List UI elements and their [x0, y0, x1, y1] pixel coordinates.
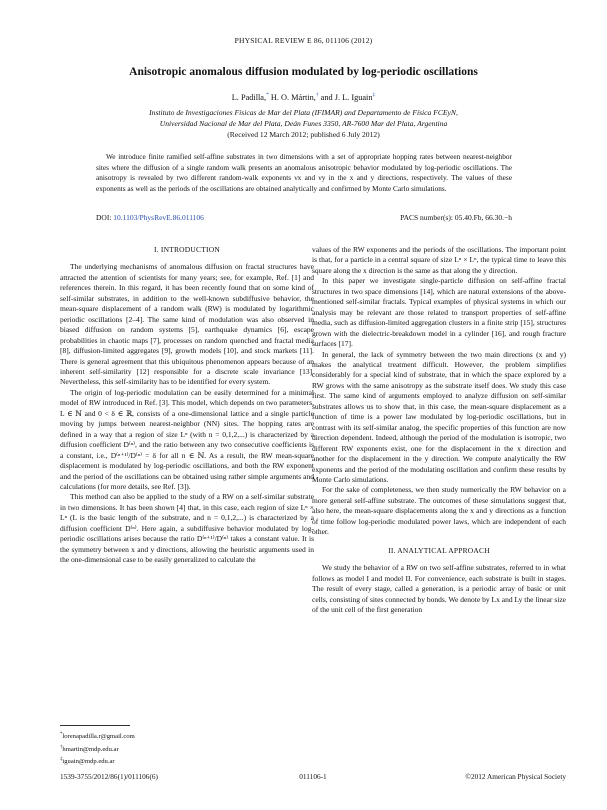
section-heading: I. INTRODUCTION	[154, 245, 220, 254]
paper-title: Anisotropic anomalous diffusion modulated by log-periodic oscillations	[129, 66, 478, 78]
author-footnote-mark[interactable]: †	[315, 92, 319, 98]
paragraph: In this paper we investigate single-particle diffusion on self-affine fractal structures in two space dimensions [14], which are natural extensions of the above-mentioned self-similar fractals. Typical examples of physical systems in which our analysis may be relevant are those related to transport properties of self-affine media, such as diffusion-limited aggregation clusters in a finite strip [15], structures grown with the dielectric-breakdown model in a cylinder [16], and rough fracture surfaces [17].	[312, 276, 566, 349]
copyright: ©2012 American Physical Society	[465, 772, 566, 781]
left-column	[60, 245, 314, 566]
doi-label: DOI:	[96, 213, 114, 222]
paragraph: In general, the lack of symmetry between the two main directions (x and y) makes the analytical treatment difficult. However, the problem simplifies considerably for a special kind of substrate, that in which the space explored by a RW grows with the same anisotropy as the substrate itself does. We study this case first. The same kind of arguments employed to analyze diffusion on self-similar substrates allows us to show that, in this case, the mean-square displacement as a function of time is a power law modulated by log-periodic oscillations, but in contrast with its self-similar analog, the specific properties of this function are now direction dependent. Indeed, although the period of the modulation is isotropic, two different RW exponents exist, one for the displacement in the x direction and another for the displacement in the y direction. We compute analytically the RW exponents and the period of the modulating oscillation and confirm these results by Monte Carlo simulations.	[312, 349, 566, 484]
footnote: †hmartin@mdp.edu.ar	[60, 744, 119, 753]
author-name: L. Padilla,	[231, 92, 267, 102]
paragraph: The origin of log-periodic modulation can be easily determined for a minimal model of RW introduced in Ref. [3]. This model, which depends on two parameters, L ∈ ℕ and 0 < δ ∈ ℝ, consists of a one-dimensional lattice and a single particle moving by jumps between nearest-neighbor (NN) sites. The hopping rates are defined in a way that a region of size Lⁿ (with n = 0,1,2,...) is characterized by a diffusion coefficient D⁽ⁿ⁾, and the ratio between any two consecutive coefficients is a constant, i.e., D⁽ⁿ⁺¹⁾/D⁽ⁿ⁾ = δ for all n ∈ ℕ. As a result, the RW mean-square displacement is modulated by log-periodic oscillations, and both the RW exponent and the period of the oscillations can be obtained using rather simple arguments and calculations (for more details, see Ref. [3]).	[60, 387, 314, 491]
footnote-rule	[60, 725, 130, 726]
paragraph: For the sake of completeness, we then study numerically the RW behavior on a more general self-affine substrate. The outcomes of these simulations suggest that, also here, the mean-square displacements along the x and y directions as a function of time follow log-periodic modulated power laws, which are independent of each other.	[312, 485, 566, 537]
right-column	[312, 245, 566, 615]
journal-header: PHYSICAL REVIEW E 86, 011106 (2012)	[234, 36, 373, 45]
paragraph: This method can also be applied to the study of a RW on a self-similar substrate in two dimensions. It has been shown [4] that, in this case, each region of size Lⁿ × Lⁿ (L is the basic length of the substrate, and n = 0,1,2,...) is characterized by a diffusion coefficient D⁽ⁿ⁾. Here again, a subdiffusive behavior modulated by log-periodic oscillations arises because the ratio D⁽ⁿ⁺¹⁾/D⁽ⁿ⁾ takes a constant value. It is the symmetry between x and y directions, allowing the heuristic arguments used in the one-dimensional case to be easily generalized to calculate the	[60, 492, 314, 565]
author-list	[40, 92, 567, 102]
affiliation-line: Instituto de Investigaciones Físicas de Mar del Plata (IFIMAR) and Departamento de Física FCEyN,	[149, 108, 458, 117]
email-link[interactable]: iguain@mdp.edu.ar	[62, 758, 115, 766]
affiliation	[40, 107, 567, 129]
received-dates: (Received 12 March 2012; published 6 July 2012)	[227, 130, 380, 139]
section-heading: II. ANALYTICAL APPROACH	[388, 545, 490, 555]
author-footnote-mark[interactable]: *	[266, 92, 269, 98]
author-name: and J. L. Iguain	[318, 92, 373, 102]
page-footer	[60, 772, 566, 781]
paragraph: The underlying mechanisms of anomalous diffusion on fractal structures have attracted the attention of scientists for many years; see, for example, Ref. [1] and references therein. In this regard, it has been recently found that on some kind of self-similar substrates, in addition to the well-known subdiffusive behavior, the mean-square displacement of a random walk (RW) is modulated by logarithmic periodic oscillations [2–4]. The same kind of modulation was also observed in biased diffusion on random systems [5], earthquake dynamics [6], escape probabilities in chaotic maps [7], processes on random quenched and fractal media [8], diffusion-limited aggregates [9], growth models [10], and stock markets [11]. There is general agreement that this ubiquitous phenomenon appears because of an inherent self-similarity [12] responsible for a discrete scale invariance [13]. Nevertheless, this self-similarity has to be identified for every system.	[60, 262, 314, 387]
abstract	[96, 152, 512, 194]
issn-line: 1539-3755/2012/86(1)/011106(6)	[60, 772, 158, 781]
footnote: *lorenapadilla.r@gmail.com	[60, 732, 135, 741]
author-name: H. O. Mártin,	[268, 92, 316, 102]
email-link[interactable]: lorenapadilla.r@gmail.com	[62, 733, 135, 741]
page-number: 011106-1	[299, 772, 327, 781]
abstract-text: We introduce finite ramified self-affine substrates in two dimensions with a set of appropriate hopping rates between nearest-neighbor sites where the diffusion of a single random walk presents an anomalous anisotropic behavior modulated by log-periodic oscillations. The anisotropy is revealed by two different random-walk exponents νx and νy in the x and y directions, respectively. The values of these exponents as well as the periods of the oscillations are obtained analytically and confirmed by Monte Carlo simulations.	[96, 152, 512, 193]
pacs-numbers: PACS number(s): 05.40.Fb, 66.30.−h	[400, 213, 512, 222]
email-link[interactable]: hmartin@mdp.edu.ar	[62, 745, 119, 753]
paragraph: We study the behavior of a RW on two self-affine substrates, referred to in what follows as model I and model II. For convenience, each substrate is built in stages. The result of every stage, called a generation, is a periodic array of basic or unit cells, consisting of sites connected by bonds. We denote by Lx and Ly the linear size of the unit cell of the first generation	[312, 563, 566, 614]
doi-link[interactable]: 10.1103/PhysRevE.86.011106	[113, 213, 204, 222]
doi-pacs-line	[96, 213, 512, 222]
affiliation-line: Universidad Nacional de Mar del Plata, Deán Funes 3350, AR-7600 Mar del Plata, Argentina	[159, 119, 448, 128]
author-footnote-mark[interactable]: ‡	[372, 92, 376, 98]
paragraph: values of the RW exponents and the periods of the oscillations. The important point is that, for a particle in a central square of size Lⁿ × Lⁿ, the typical time to leave this square along the x direction is the same as that along the y direction.	[312, 245, 566, 275]
footnotes	[60, 730, 314, 768]
footnote: ‡iguain@mdp.edu.ar	[60, 757, 115, 766]
